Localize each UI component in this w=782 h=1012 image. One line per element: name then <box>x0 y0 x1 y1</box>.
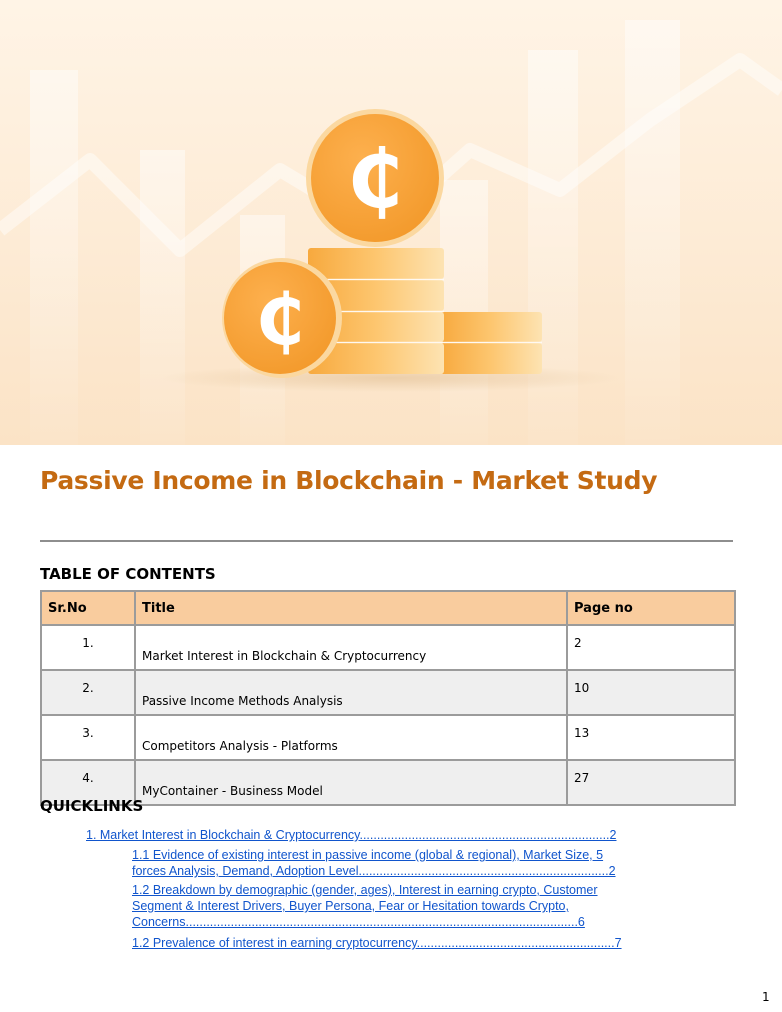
bg-bar <box>140 150 185 445</box>
toc-title: Competitors Analysis - Platforms <box>135 715 567 760</box>
toc-col-page: Page no <box>567 591 735 625</box>
toc-page: 2 <box>567 625 735 670</box>
toc-header-row <box>41 591 735 625</box>
page-number: 1 <box>762 990 770 1004</box>
quicklink-line: 1. Market Interest in Blockchain & Cryptocurrency........................................................................2 <box>86 828 617 842</box>
quicklink-line: forces Analysis, Demand, Adoption Level........................................................................2 <box>132 864 616 878</box>
toc-sr: 1. <box>41 625 135 670</box>
table-row <box>41 760 735 805</box>
quicklinks-heading: QUICKLINKS <box>40 797 144 815</box>
toc-page: 27 <box>567 760 735 805</box>
coin-stack-disc <box>440 312 542 342</box>
toc-sr: 2. <box>41 670 135 715</box>
bg-bar <box>30 70 78 445</box>
hero-illustration <box>0 0 782 445</box>
quicklink-line: Segment & Interest Drivers, Buyer Persona, Fear or Hesitation towards Crypto, <box>132 899 569 913</box>
toc-heading: TABLE OF CONTENTS <box>40 565 216 583</box>
quicklink-line: Concerns.................................................................................................................6 <box>132 915 585 929</box>
quicklink-1[interactable] <box>86 827 617 843</box>
large-coin-symbol: ₵ <box>347 133 403 226</box>
table-row <box>41 670 735 715</box>
quicklink-line: 1.2 Breakdown by demographic (gender, ages), Interest in earning crypto, Customer <box>132 883 598 897</box>
toc-table <box>40 590 736 806</box>
document-title: Passive Income in Blockchain - Market Study <box>40 466 658 495</box>
table-row <box>41 715 735 760</box>
coin-stack-disc <box>308 248 444 279</box>
quicklink-line: 1.2 Prevalence of interest in earning cryptocurrency.........................................................7 <box>132 936 622 950</box>
quicklink-1-1[interactable] <box>132 847 616 879</box>
small-coin-symbol: ₵ <box>255 279 305 361</box>
toc-col-sr: Sr.No <box>41 591 135 625</box>
quicklink-line: 1.1 Evidence of existing interest in passive income (global & regional), Market Size, 5 <box>132 848 604 862</box>
toc-title: Market Interest in Blockchain & Cryptocurrency <box>135 625 567 670</box>
coin-stack-disc <box>440 343 542 374</box>
toc-col-title: Title <box>135 591 567 625</box>
toc-page: 10 <box>567 670 735 715</box>
bg-bar <box>625 20 680 445</box>
quicklink-1-2-prevalence[interactable] <box>132 935 622 951</box>
toc-sr: 4. <box>41 760 135 805</box>
toc-title: Passive Income Methods Analysis <box>135 670 567 715</box>
quicklink-1-2-demographic[interactable] <box>132 882 598 930</box>
toc-title: MyContainer - Business Model <box>135 760 567 805</box>
table-row <box>41 625 735 670</box>
toc-sr: 3. <box>41 715 135 760</box>
title-divider <box>40 540 733 542</box>
toc-page: 13 <box>567 715 735 760</box>
coins-illustration <box>0 0 782 445</box>
